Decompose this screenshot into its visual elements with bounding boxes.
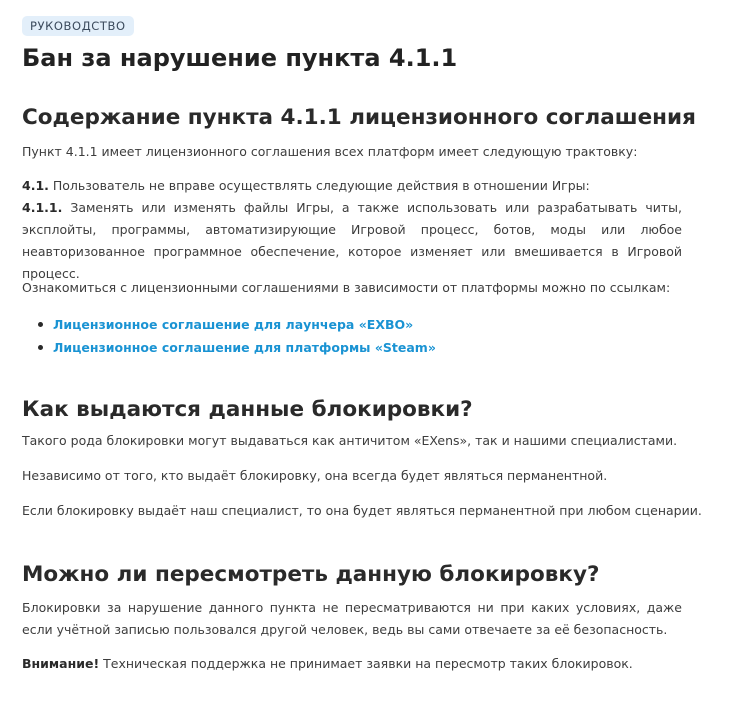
review-paragraph: Блокировки за нарушение данного пункта не пересматриваются ни при каких условиях, даже если учётной записью пользовался другой человек, ведь вы сами отвечаете за её безопасность. bbox=[22, 600, 682, 637]
warning-text: Техническая поддержка не принимает заявки на пересмотр таких блокировок. bbox=[99, 656, 633, 671]
warning-label: Внимание! bbox=[22, 656, 100, 671]
clause-4-1-1 bbox=[22, 197, 682, 285]
list-item bbox=[38, 313, 436, 336]
warning-paragraph bbox=[22, 653, 682, 675]
page-title: Бан за нарушение пункта 4.1.1 bbox=[22, 44, 458, 72]
steam-license-link[interactable]: Лицензионное соглашение для платформы «Steam» bbox=[53, 340, 436, 355]
clause-4-1 bbox=[22, 175, 682, 197]
section-heading-content: Содержание пункта 4.1.1 лицензионного соглашения bbox=[22, 105, 696, 130]
license-links-list bbox=[38, 313, 436, 359]
bullet-icon bbox=[38, 322, 43, 327]
list-item bbox=[38, 336, 436, 359]
issuance-paragraph-1: Такого рода блокировки могут выдаваться как античитом «EXens», так и нашими специалистами. bbox=[22, 433, 678, 448]
clause-4-1-text: Пользователь не вправе осуществлять следующие действия в отношении Игры: bbox=[48, 178, 590, 193]
section-heading-review: Можно ли пересмотреть данную блокировку? bbox=[22, 562, 600, 587]
clause-4-1-number: 4.1. bbox=[22, 178, 49, 193]
section-heading-issuance: Как выдаются данные блокировки? bbox=[22, 397, 473, 422]
links-intro: Ознакомиться с лицензионными соглашениями в зависимости от платформы можно по ссылкам: bbox=[22, 280, 671, 295]
issuance-paragraph-3: Если блокировку выдаёт наш специалист, то она будет являться перманентной при любом сценарии. bbox=[22, 503, 702, 518]
category-badge: РУКОВОДСТВО bbox=[22, 16, 134, 36]
exbo-license-link[interactable]: Лицензионное соглашение для лаунчера «EXBO» bbox=[53, 317, 414, 332]
bullet-icon bbox=[38, 345, 43, 350]
issuance-paragraph-2: Независимо от того, кто выдаёт блокировку, она всегда будет являться перманентной. bbox=[22, 468, 608, 483]
section1-intro: Пункт 4.1.1 имеет лицензионного соглашения всех платформ имеет следующую трактовку: bbox=[22, 144, 638, 159]
clause-4-1-1-number: 4.1.1. bbox=[22, 200, 63, 215]
clause-4-1-1-text: Заменять или изменять файлы Игры, а также использовать или разрабатывать читы, эксплойты, программы, автоматизирующие Игровой процесс, ботов, моды или любое неавторизованное программное обеспечение, которое изменяет или вмешивается в Игровой процесс. bbox=[22, 200, 682, 281]
